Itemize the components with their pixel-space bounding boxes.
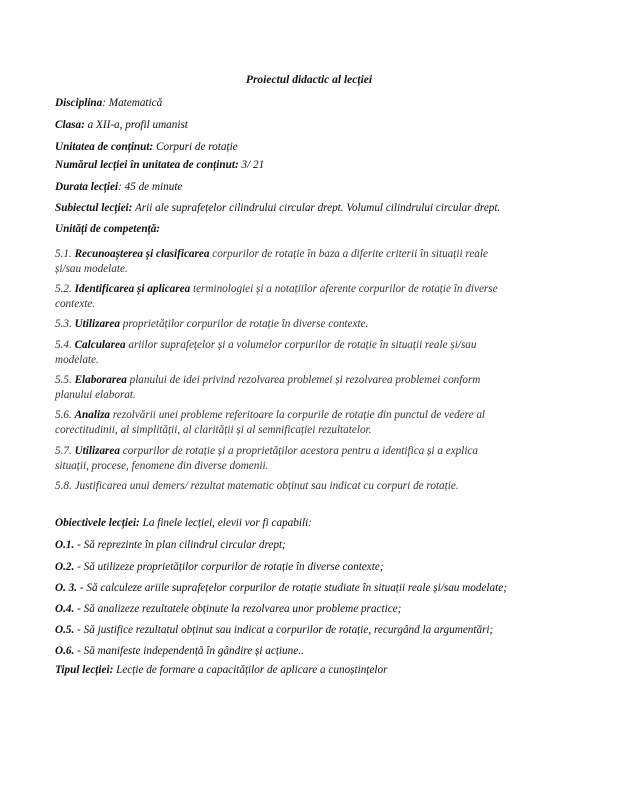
disciplina-value: : Matematică <box>102 97 163 109</box>
competenta-continuation: planului elaborat. <box>55 389 136 401</box>
competenta-keyword: Elaborarea <box>74 374 127 386</box>
competenta-text: proprietăților corpurilor de rotație în diverse contexte. <box>119 318 369 330</box>
competente-heading: Unități de competență: <box>55 223 161 235</box>
competenta-text: corpurilor de rotație și a proprietăților acestora pentru a identifica și a explica <box>119 445 479 457</box>
competenta-text: Justificarea unui demers/ rezultat matematic obținut sau indicat cu corpuri de rotație. <box>74 480 459 492</box>
competenta-number: 5.3. <box>55 318 75 330</box>
competenta-keyword: Utilizarea <box>74 445 120 457</box>
obiectiv-code: O.2. <box>55 561 75 573</box>
competenta-number: 5.5. <box>55 374 75 386</box>
obiectiv-item <box>55 538 575 552</box>
obiective-heading: Obiectivele lecției: <box>55 517 140 529</box>
obiectiv-text: - Să justifice rezultatul obținut sau indicat a corpurilor de rotație, recurgând la argumentări; <box>74 624 494 636</box>
obiectiv-item <box>55 623 575 637</box>
numarul-label: Numărul lecției în unitatea de conținut: <box>55 159 239 171</box>
competenta-continuation: și/sau modelate. <box>55 263 128 275</box>
competenta-item <box>55 444 575 458</box>
competenta-text: planului de idei privind rezolvarea problemei și rezolvarea problemei conform <box>126 374 481 386</box>
obiectiv-code: O.5. <box>55 624 75 636</box>
tipul-line <box>55 663 575 677</box>
competenta-continuation: situații, procese, fenomene din diverse domenii. <box>55 460 269 472</box>
obiectiv-item <box>55 560 575 574</box>
obiectiv-item <box>55 644 575 658</box>
durata-label: Durata lecției <box>55 181 119 193</box>
competenta-number: 5.4. <box>55 339 75 351</box>
competenta-item <box>55 373 575 387</box>
unitatea-value: Corpuri de rotație <box>153 141 238 153</box>
obiectiv-code: O.4. <box>55 603 75 615</box>
competenta-number: 5.1. <box>55 248 75 260</box>
competenta-text: corpurilor de rotație în baza a diferite criterii în situații reale <box>209 248 488 260</box>
obiectiv-code: O.1. <box>55 539 75 551</box>
competenta-item <box>55 282 575 296</box>
unitatea-label: Unitatea de conținut: <box>55 141 154 153</box>
competenta-number: 5.6. <box>55 409 75 421</box>
obiectiv-text: - Să analizeze rezultatele obținute la rezolvarea unor probleme practice; <box>74 603 402 615</box>
disciplina-line <box>55 96 575 110</box>
tipul-label: Tipul lecției: <box>55 664 114 676</box>
clasa-value: a XII-a, profil umanist <box>84 119 188 131</box>
competenta-number: 5.2. <box>55 283 75 295</box>
competenta-continuation: corectitudinii, al simplității, al clarității și al semnificației rezultatelor. <box>55 424 372 436</box>
durata-line <box>55 180 575 194</box>
unitatea-line <box>55 140 575 154</box>
obiectiv-code: O.6. <box>55 645 75 657</box>
obiectiv-text: - Să reprezinte în plan cilindrul circular drept; <box>74 539 286 551</box>
clasa-line <box>55 118 575 132</box>
competenta-item <box>55 247 575 261</box>
disciplina-label: Disciplina <box>55 97 103 109</box>
competenta-text: ariilor suprafețelor și a volumelor corpurilor de rotație în situații reale și/sau <box>125 339 477 351</box>
obiectiv-text: - Să utilizeze proprietăților corpurilor de rotație în diverse contexte; <box>74 561 384 573</box>
numarul-value: 3/ 21 <box>238 159 265 171</box>
subiectul-value: Arii ale suprafețelor cilindrului circular drept. Volumul cilindrului circular drept. <box>132 202 501 214</box>
obiective-intro: La finele lecției, elevii vor fi capabili: <box>139 517 312 529</box>
competenta-keyword: Recunoașterea și clasificarea <box>74 248 210 260</box>
obiectiv-text: - Să calculeze ariile suprafețelor corpurilor de rotație studiate în situații reale și/sau modelate; <box>77 582 507 594</box>
clasa-label: Clasa: <box>55 119 85 131</box>
durata-value: : 45 de minute <box>118 181 183 193</box>
competenta-item <box>55 408 575 422</box>
subiectul-label: Subiectul lecției: <box>55 202 133 214</box>
competenta-item <box>55 317 575 331</box>
obiectiv-item <box>55 581 575 595</box>
competenta-number: 5.7. <box>55 445 75 457</box>
obiectiv-text: - Să manifeste independență în gândire și acțiune.. <box>74 645 304 657</box>
subiectul-line <box>55 201 575 215</box>
competenta-keyword: Calcularea <box>74 339 126 351</box>
obiectiv-code: O. 3. <box>55 582 78 594</box>
competenta-keyword: Identificarea și aplicarea <box>74 283 191 295</box>
competenta-continuation: modelate. <box>55 354 99 366</box>
obiective-line <box>55 516 575 530</box>
competenta-item <box>55 479 575 493</box>
competenta-item <box>55 338 575 352</box>
competenta-text: terminologiei și a notațiilor aferente corpurilor de rotație în diverse <box>190 283 498 295</box>
document-title: Proiectul didactic al lecției <box>245 74 373 86</box>
competenta-text: rezolvării unei probleme referitoare la corpurile de rotație din punctul de vedere al <box>110 409 486 421</box>
competenta-continuation: contexte. <box>55 298 96 310</box>
tipul-value: Lecție de formare a capacităților de aplicare a cunoștințelor <box>113 664 388 676</box>
competenta-keyword: Utilizarea <box>74 318 120 330</box>
competenta-keyword: Analiza <box>74 409 111 421</box>
competenta-number: 5.8. <box>55 480 75 492</box>
numarul-line <box>55 158 575 172</box>
obiectiv-item <box>55 602 575 616</box>
